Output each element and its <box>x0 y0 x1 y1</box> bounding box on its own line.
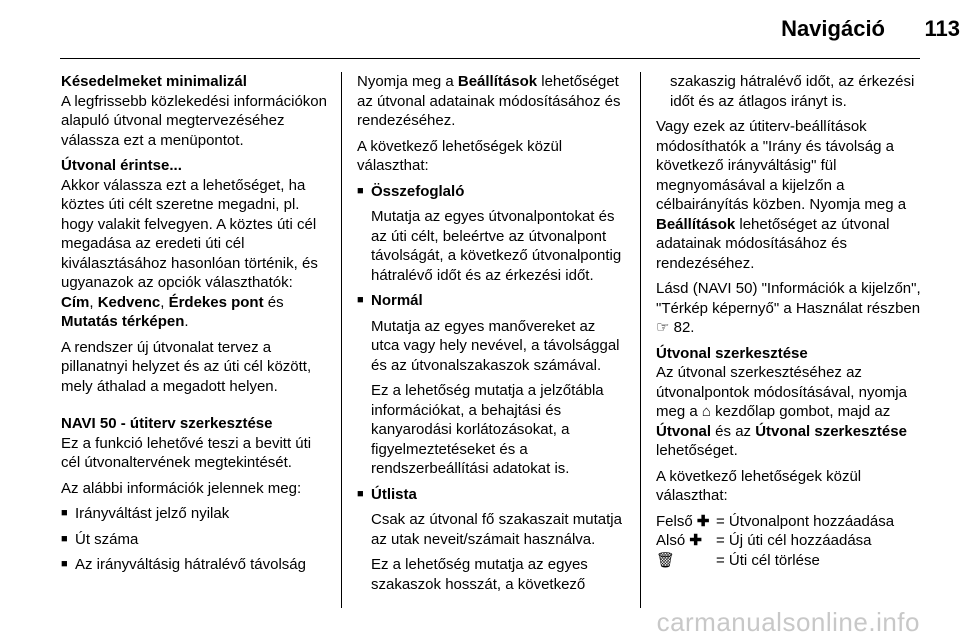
paragraph-info-shown: Az alábbi információk jelennek meg: <box>61 479 302 497</box>
section-heading-minimize-delays: Késedelmeket minimalizál <box>61 73 247 90</box>
header-divider <box>60 58 920 59</box>
route-list-description-1: Csak az útvonal fő szakaszait mutatja az utak neveit/számait használva. <box>371 511 622 548</box>
section-heading-navi50-itinerary: NAVI 50 - útiterv szerkesztése <box>61 415 273 432</box>
list-item-route-list: ■ Útlista <box>357 485 417 503</box>
paragraph-see-also: Lásd (NAVI 50) "Információk a kijelzőn", "Térkép képernyő" a Használat részben ☞ 82. <box>656 280 921 336</box>
column-2 <box>357 72 625 600</box>
home-icon: ⌂ <box>701 403 711 420</box>
option-description: = Útvonalpont hozzáadása <box>716 512 895 530</box>
column-divider-1 <box>341 72 342 608</box>
plus-icon: ✚ <box>689 532 702 549</box>
section-heading-edit-route: Útvonal szerkesztése <box>656 344 808 362</box>
route-list-description-2: Ez a lehetőség mutatja az egyes szakaszok hosszát, a következő <box>371 556 588 593</box>
paragraph-route-via: Akkor válassza ezt a lehetőséget, ha köztes úti célt szeretne megadni, pl. hogy valakit felvegyen. A köztes úti cél megadása az eredeti úti cél kiválasztásához hasonlóan történik, és ugyanazok az opciók választhatók: Cím, Kedvenc, Érdekes pont és Mutatás térképen. <box>61 176 318 330</box>
column-1 <box>61 72 327 581</box>
option-label: Alsó ✚ <box>656 532 702 549</box>
option-description: = Úti cél törlése <box>716 551 820 569</box>
plus-icon: ✚ <box>696 512 710 530</box>
paragraph-options-intro: A következő lehetőségek közül választhat: <box>357 137 563 174</box>
paragraph-itinerary-intro: Ez a funkció lehetővé teszi a bevitt úti cél útvonaltervének megtekintését. <box>61 434 312 471</box>
trash-icon: 🗑 <box>656 551 676 569</box>
paragraph-recalculate: A rendszer új útvonalat tervez a pillanatnyi helyzet és az úti cél között, mely áthalad a megadott helyen. <box>61 338 312 395</box>
normal-description-1: Mutatja az egyes manővereket az utca vagy hely nevével, a távolsággal és az útvonalszakaszok számával. <box>371 317 620 374</box>
list-item-summary: ■ Összefoglaló <box>357 182 465 200</box>
column-divider-2 <box>640 72 641 608</box>
paragraph-itinerary-settings: Vagy ezek az útiterv-beállítások módosíthatók a "Irány és távolság a következő irányváltásig" fül megnyomásával a kijelzőn a célbairányítás közben. Nyomja meg a Beállítások lehetőséget az útvonal adatainak módosításához és rendezéséhez. <box>656 118 907 272</box>
column-3 <box>656 72 924 570</box>
page-title: Navigáció <box>781 16 885 41</box>
edit-options-table <box>656 512 924 571</box>
paragraph-settings: Nyomja meg a Beállítások lehetőséget az útvonal adatainak módosításához és rendezéséhez. <box>357 73 621 129</box>
normal-description-2: Ez a lehetőség mutatja a jelzőtábla információkat, a behajtási és kanyarodási korlátozásokat, a figyelmeztetéseket és a rendszerbeállítási adatokat is. <box>371 382 604 477</box>
watermark: carmanualsonline.info <box>656 607 920 637</box>
route-list-description-cont: szakaszig hátralévő időt, az érkezési időt és az átlagos irányt is. <box>670 73 915 110</box>
paragraph-minimize-delays: A legfrissebb közlekedési információkon alapuló útvonal megtervezéséhez válassza ezt a menüpontot. <box>61 92 327 149</box>
paragraph-edit-options: A következő lehetőségek közül választhat: <box>656 467 862 504</box>
paragraph-edit-route: Az útvonal szerkesztéséhez az útvonalpontok módosításával, nyomja meg a ⌂ kezdőlap gombot, majd az Útvonal és az Útvonal szerkesztése lehetőséget. <box>656 364 907 459</box>
list-item: ■ Út száma <box>61 530 139 548</box>
list-item-normal: ■ Normál <box>357 292 423 309</box>
option-description: = Új úti cél hozzáadása <box>716 532 872 549</box>
page-number: 113 <box>924 16 960 41</box>
list-item: ■ Az irányváltásig hátralévő távolság <box>61 556 306 573</box>
section-heading-route-via: Útvonal érintse... <box>61 157 182 174</box>
summary-description: Mutatja az egyes útvonalpontokat és az úti célt, beleértve az útvonalpont távolságát, a következő útvonalpontig hátralévő időt és az érkezési időt. <box>371 208 622 284</box>
option-label <box>656 551 716 571</box>
list-item: ■ Irányváltást jelző nyilak <box>61 505 230 522</box>
option-label: Felső ✚ <box>656 512 710 530</box>
